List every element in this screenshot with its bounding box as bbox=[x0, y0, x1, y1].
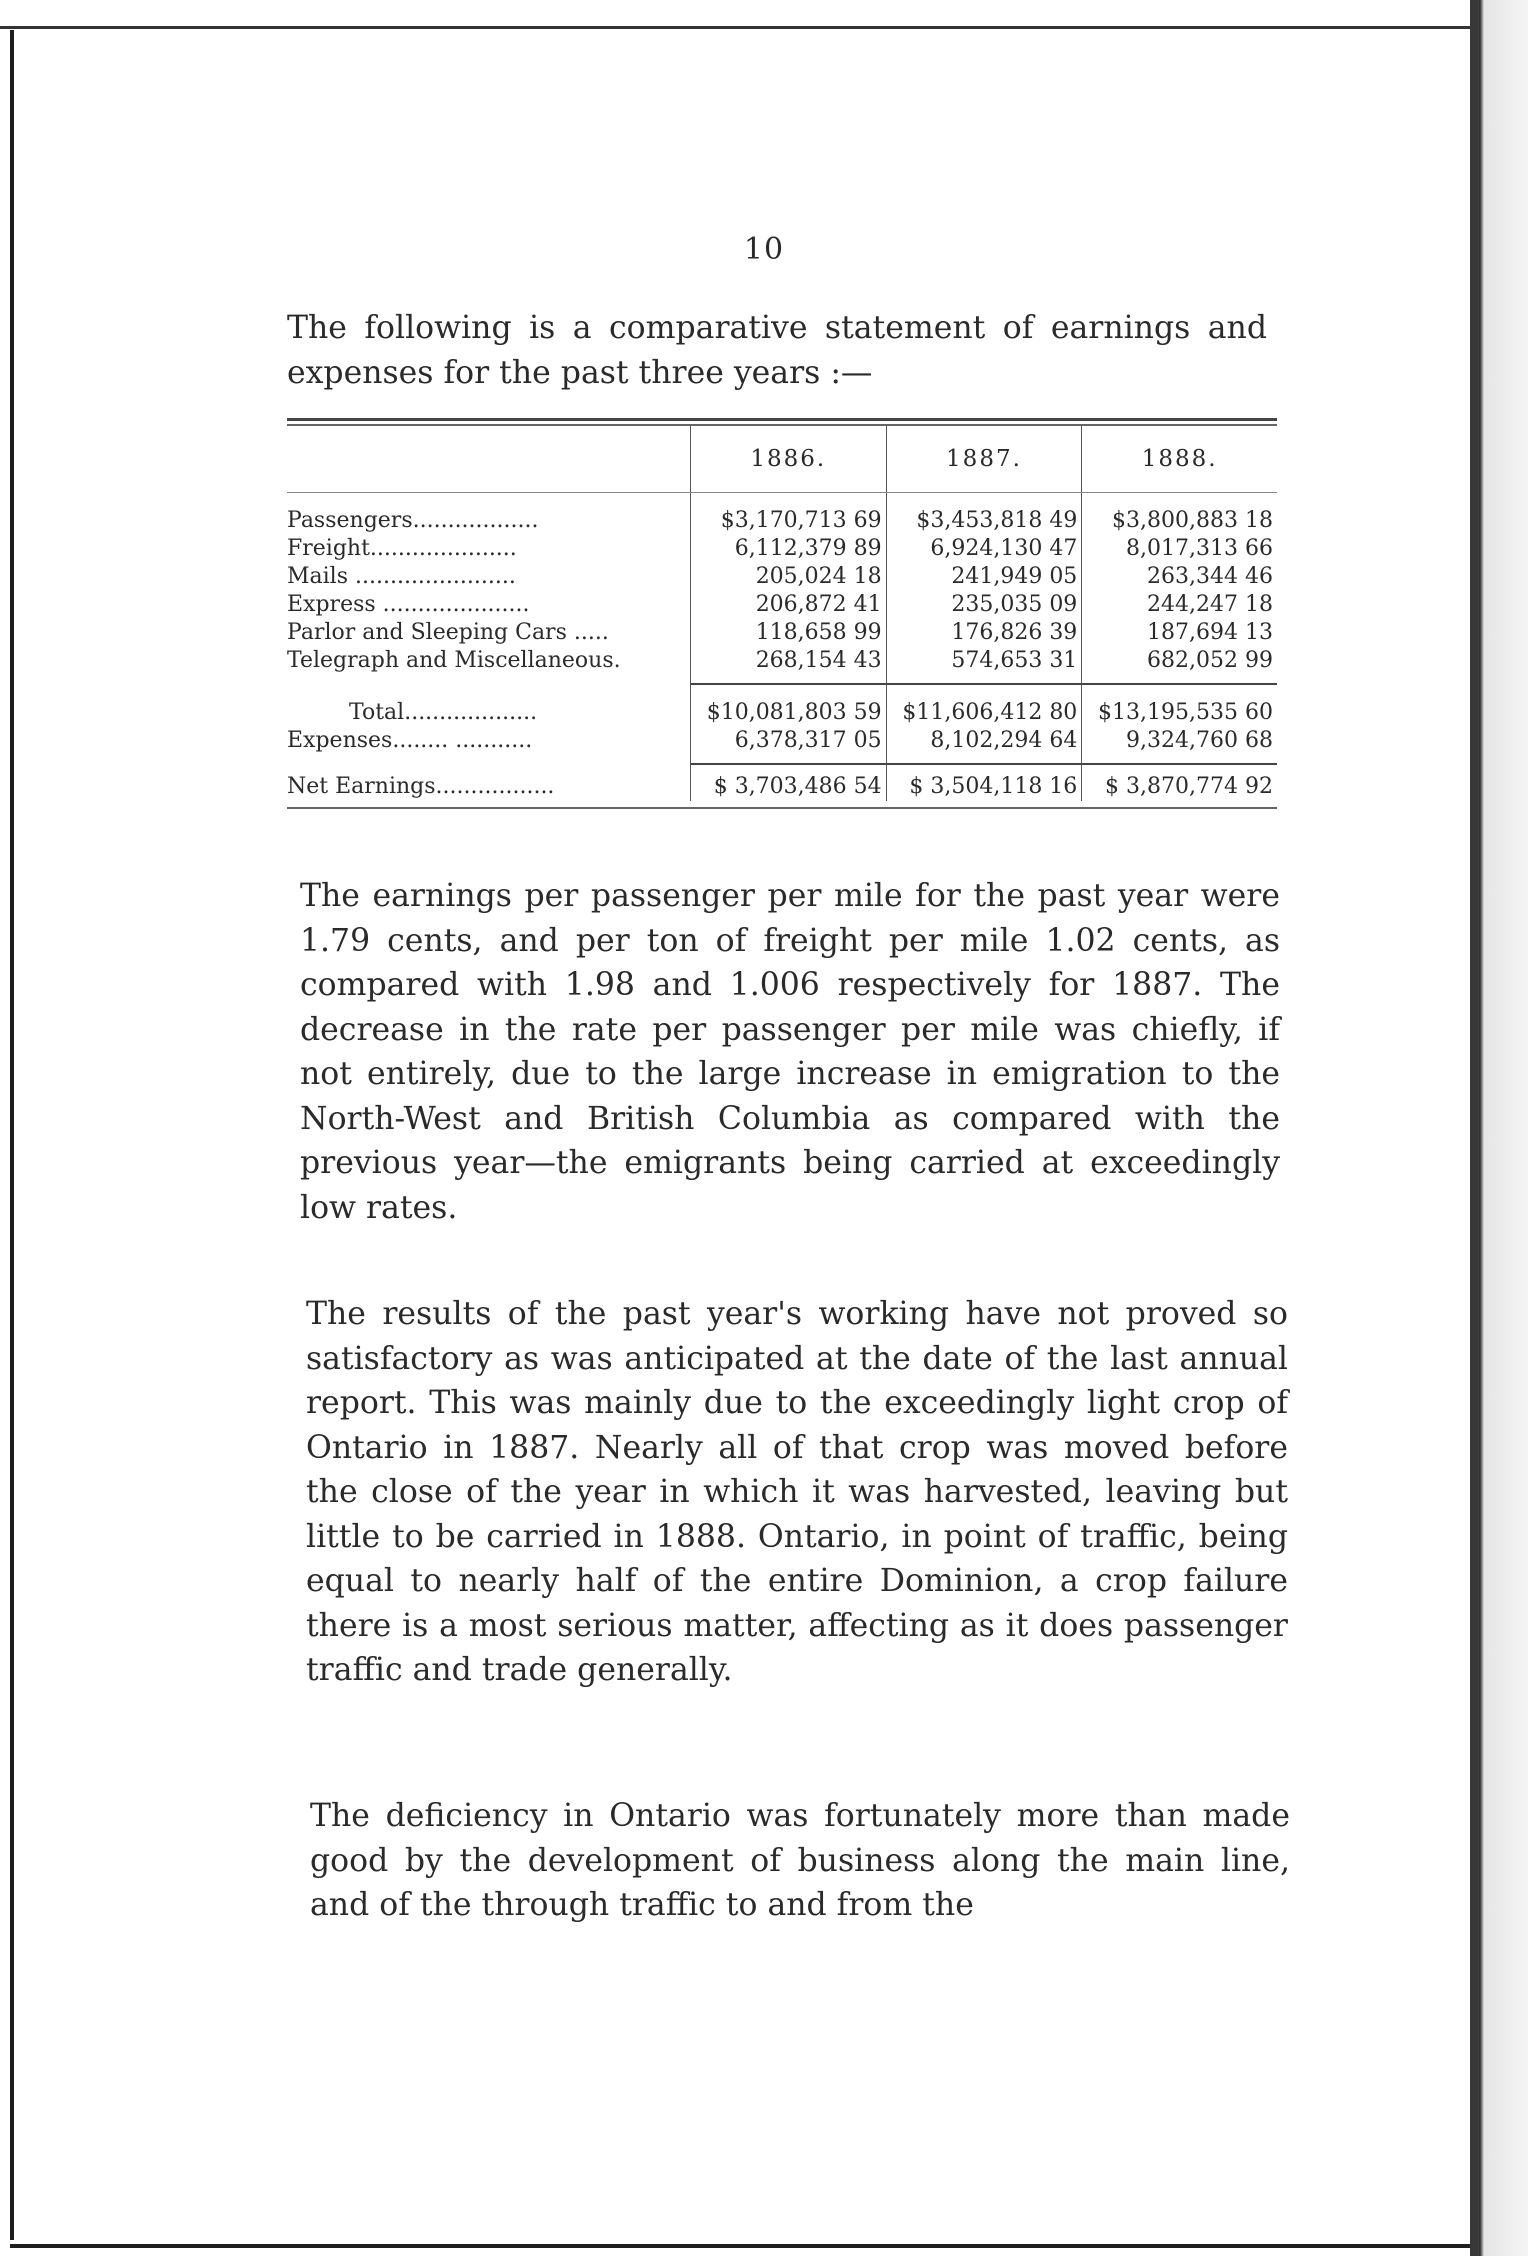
row-value-1887: 235,035 09 bbox=[886, 591, 1082, 619]
expenses-value-1887: 8,102,294 64 bbox=[886, 727, 1082, 755]
total-value-1888: $13,195,535 60 bbox=[1082, 699, 1277, 727]
expenses-value-1888: 9,324,760 68 bbox=[1082, 727, 1277, 755]
expenses-label: Expenses........ ........... bbox=[287, 728, 533, 753]
row-label: Passengers.................. bbox=[287, 508, 539, 533]
row-label: Telegraph and Miscellaneous. bbox=[287, 648, 621, 673]
row-value-1887: 241,949 05 bbox=[886, 563, 1082, 591]
page-top-edge bbox=[0, 0, 1528, 29]
net-rule bbox=[287, 755, 1277, 764]
table-row bbox=[287, 563, 1277, 591]
subtotal-rule bbox=[287, 675, 1277, 684]
row-value-1886: 206,872 41 bbox=[691, 591, 887, 619]
intro-paragraph: The following is a comparative statement of earnings and expenses for the past three years :— bbox=[287, 310, 1267, 391]
body-paragraph: The deficiency in Ontario was fortunately more than made good by the development of business along the main line, and of the through traffic to and from the bbox=[310, 1798, 1290, 1923]
table-row bbox=[287, 507, 1277, 535]
row-value-1887: $3,453,818 49 bbox=[886, 507, 1082, 535]
total-row bbox=[287, 699, 1277, 727]
row-value-1887: 6,924,130 47 bbox=[886, 535, 1082, 563]
table-row bbox=[287, 619, 1277, 647]
row-value-1888: 244,247 18 bbox=[1082, 591, 1277, 619]
body-paragraph: The earnings per passenger per mile for the past year were 1.79 cents, and per ton of freight per mile 1.02 cents, as compared with 1.98 and 1.006 respectively for 1887. The decrease in the rate per passenger per mile was chiefly, if not entirely, due to the large increase in emigration to the North-West and British Columbia as compared with the previous year—the emigrants being carried at exceedingly low rates. bbox=[300, 878, 1280, 1226]
net-value-1887: $ 3,504,118 16 bbox=[886, 764, 1082, 801]
header-blank bbox=[287, 426, 691, 492]
header-year-1886: 1886. bbox=[691, 426, 887, 492]
expenses-value-1886: 6,378,317 05 bbox=[691, 727, 887, 755]
page-binding-edge bbox=[1470, 0, 1528, 2256]
header-year-1888: 1888. bbox=[1082, 426, 1277, 492]
page-number: 10 bbox=[743, 232, 785, 267]
row-label: Parlor and Sleeping Cars ..... bbox=[287, 620, 609, 645]
row-label: Mails ....................... bbox=[287, 564, 516, 589]
row-value-1888: 187,694 13 bbox=[1082, 619, 1277, 647]
header-year-1887: 1887. bbox=[886, 426, 1082, 492]
row-value-1887: 574,653 31 bbox=[886, 647, 1082, 675]
row-value-1888: 682,052 99 bbox=[1082, 647, 1277, 675]
table-row bbox=[287, 647, 1277, 675]
row-value-1886: 6,112,379 89 bbox=[691, 535, 887, 563]
row-value-1888: 8,017,313 66 bbox=[1082, 535, 1277, 563]
row-value-1886: 268,154 43 bbox=[691, 647, 887, 675]
row-value-1886: $3,170,713 69 bbox=[691, 507, 887, 535]
row-value-1888: $3,800,883 18 bbox=[1082, 507, 1277, 535]
total-label: Total................... bbox=[349, 700, 538, 725]
row-value-1888: 263,344 46 bbox=[1082, 563, 1277, 591]
table-row bbox=[287, 591, 1277, 619]
net-earnings-row bbox=[287, 764, 1277, 801]
page-bottom-edge bbox=[10, 2244, 1510, 2248]
net-value-1888: $ 3,870,774 92 bbox=[1082, 764, 1277, 801]
row-label: Express ..................... bbox=[287, 592, 530, 617]
comparative-statement-table bbox=[287, 426, 1277, 801]
row-label: Freight..................... bbox=[287, 536, 517, 561]
row-value-1887: 176,826 39 bbox=[886, 619, 1082, 647]
page-left-edge bbox=[10, 30, 14, 2240]
total-value-1886: $10,081,803 59 bbox=[691, 699, 887, 727]
expenses-row bbox=[287, 727, 1277, 755]
body-paragraph: The results of the past year's working have not proved so satisfactory as was anticipated at the date of the last annual report. This was mainly due to the exceedingly light crop of Ontario in 1887. Nearly all of that crop was moved before the close of the year in which it was harvested, leaving but little to be carried in 1888. Ontario, in point of traffic, being equal to nearly half of the entire Dominion, a crop failure there is a most serious matter, affecting as it does passenger traffic and trade generally. bbox=[306, 1296, 1288, 1688]
table-row bbox=[287, 535, 1277, 563]
total-value-1887: $11,606,412 80 bbox=[886, 699, 1082, 727]
table-bottom-rule bbox=[287, 807, 1277, 809]
row-value-1886: 118,658 99 bbox=[691, 619, 887, 647]
net-label: Net Earnings................. bbox=[287, 773, 555, 799]
row-value-1886: 205,024 18 bbox=[691, 563, 887, 591]
earnings-table bbox=[287, 418, 1277, 809]
table-top-rule bbox=[287, 418, 1277, 426]
net-value-1886: $ 3,703,486 54 bbox=[691, 764, 887, 801]
